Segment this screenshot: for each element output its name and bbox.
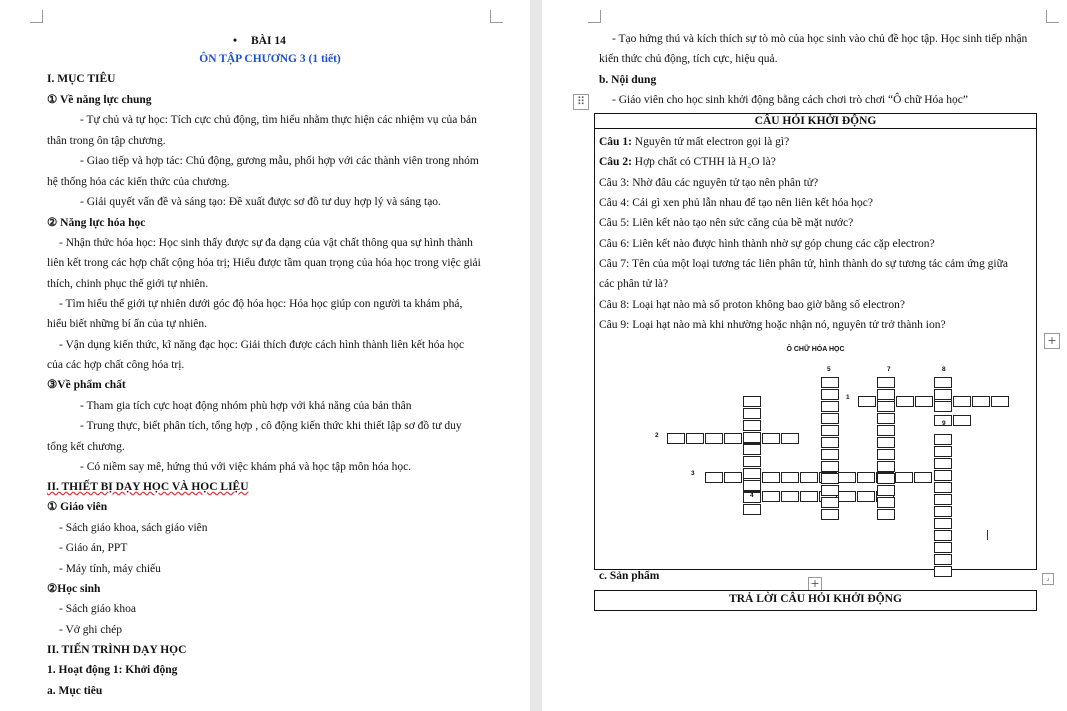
crossword-cell bbox=[896, 396, 914, 407]
lesson-subtitle[interactable]: ÔN TẬP CHƯƠNG 3 (1 tiết) bbox=[199, 53, 341, 65]
crossword-cell bbox=[821, 461, 839, 472]
crossword-cell bbox=[877, 401, 895, 412]
bullet-mark: • bbox=[233, 35, 238, 47]
crossword-cell bbox=[724, 433, 742, 444]
crossword-clue-number: 4 bbox=[750, 492, 754, 499]
text-line: - Máy tính, máy chiếu bbox=[59, 563, 161, 575]
crossword-cell bbox=[934, 542, 952, 553]
crossword-cell bbox=[934, 518, 952, 529]
crossword-clue-number: 2 bbox=[655, 432, 659, 439]
crossword-cell bbox=[667, 433, 685, 444]
crossword-cell bbox=[857, 491, 875, 502]
crossword-cell bbox=[877, 461, 895, 472]
text-line: thích, chinh phục thế giới tự nhiên. bbox=[47, 278, 209, 290]
heading-objective-a: a. Mục tiêu bbox=[47, 685, 103, 697]
text-line: - Trung thực, biết phân tích, tổng hợp , cô động kiến thức khi thiết lập sơ đồ tư duy bbox=[80, 420, 462, 432]
crossword-cell bbox=[781, 433, 799, 444]
question-line: các phân tử là? bbox=[599, 278, 669, 290]
table-resize-handle[interactable]: ⌟ bbox=[1042, 573, 1054, 585]
crossword-cell bbox=[821, 449, 839, 460]
crossword-cell bbox=[762, 491, 780, 502]
subheading-chemistry-competence: ② Năng lực hóa học bbox=[47, 217, 146, 229]
crossword-cell bbox=[821, 437, 839, 448]
crossword-cell bbox=[934, 494, 952, 505]
crossword-cell bbox=[705, 472, 723, 483]
crossword-clue-number: 8 bbox=[942, 366, 946, 373]
document-page-left bbox=[0, 0, 530, 711]
crossword-cell bbox=[934, 506, 952, 517]
crossword-cell bbox=[821, 485, 839, 496]
crossword-cell bbox=[914, 472, 932, 483]
warmup-question-box bbox=[594, 113, 1037, 570]
text-line: - Tìm hiểu thế giới tự nhiên dưới góc độ hóa học: Hóa học giúp con người ta khám phá, bbox=[59, 298, 463, 310]
crossword-cell bbox=[895, 472, 913, 483]
subheading-student: ②Học sinh bbox=[47, 583, 101, 595]
crossword-cell bbox=[877, 473, 895, 484]
text-line: tổng kết chương. bbox=[47, 441, 125, 453]
question-line: Câu 5: Liên kết nào tạo nên sức căng của bề mặt nước? bbox=[599, 217, 854, 229]
margin-corner-mark bbox=[588, 10, 601, 23]
crossword-cell bbox=[877, 425, 895, 436]
margin-corner-mark bbox=[1046, 10, 1059, 23]
crossword-cell bbox=[934, 389, 952, 400]
question-line: Câu 8: Loại hạt nào mà số proton không bao giờ bằng số electron? bbox=[599, 299, 905, 311]
text-line: - Tạo hứng thú và kích thích sự tò mò của học sinh vào chủ đề học tập. Học sinh tiếp nhận bbox=[612, 33, 1028, 45]
margin-corner-mark bbox=[490, 10, 503, 23]
lesson-number: BÀI 14 bbox=[251, 35, 286, 47]
text-line: - Sách giáo khoa bbox=[59, 603, 136, 615]
crossword-cell bbox=[934, 458, 952, 469]
crossword-cell bbox=[877, 509, 895, 520]
crossword-grid bbox=[595, 114, 1036, 569]
crossword-cell bbox=[743, 480, 761, 491]
crossword-cell bbox=[877, 413, 895, 424]
crossword-cell bbox=[821, 509, 839, 520]
question-label: Câu 1: bbox=[599, 136, 632, 148]
crossword-cell bbox=[934, 401, 952, 412]
answer-box-title: TRẢ LỜI CÂU HỎI KHỞI ĐỘNG bbox=[729, 593, 902, 605]
text-line: kiến thức chủ động, tích cực, hiệu quả. bbox=[599, 53, 778, 65]
crossword-cell bbox=[821, 401, 839, 412]
crossword-cell bbox=[934, 530, 952, 541]
crossword-cell bbox=[972, 396, 990, 407]
crossword-clue-number: 9 bbox=[942, 420, 946, 427]
crossword-clue-number: 7 bbox=[887, 366, 891, 373]
crossword-cell bbox=[821, 389, 839, 400]
crossword-cell bbox=[743, 504, 761, 515]
crossword-cell bbox=[743, 408, 761, 419]
crossword-cell bbox=[953, 396, 971, 407]
crossword-cell bbox=[705, 433, 723, 444]
crossword-clue-number: 1 bbox=[846, 394, 850, 401]
text-line: - Giáo viên cho học sinh khởi động bằng cách chơi trò chơi “Ô chữ Hóa học” bbox=[612, 94, 968, 106]
text-line: - Vở ghi chép bbox=[59, 624, 123, 636]
question-line: Câu 6: Liên kết nào được hình thành nhờ sự góp chung các cặp electron? bbox=[599, 238, 935, 250]
text-line: - Có niềm say mê, hứng thú với việc khám phá và học tập môn hóa học. bbox=[80, 461, 412, 473]
crossword-title: Ô CHỮ HÓA HỌC bbox=[786, 346, 845, 353]
table-move-handle[interactable]: ⠿ bbox=[573, 94, 589, 110]
crossword-cell bbox=[821, 425, 839, 436]
crossword-cell bbox=[934, 566, 952, 577]
crossword-cell bbox=[743, 396, 761, 407]
crossword-cell bbox=[934, 482, 952, 493]
crossword-cell bbox=[877, 485, 895, 496]
crossword-cell bbox=[781, 491, 799, 502]
add-column-button[interactable]: + bbox=[1044, 333, 1060, 349]
question-label: Câu 2: bbox=[599, 156, 632, 168]
text-line: - Giáo án, PPT bbox=[59, 542, 128, 554]
text-line: - Tham gia tích cực hoạt động nhóm phù hợp với khả năng của bản thân bbox=[80, 400, 412, 412]
question-text: Nguyên tử mất electron gọi là gì? bbox=[631, 136, 790, 148]
text-line: hệ thống hóa các kiến thức của chương. bbox=[47, 176, 230, 188]
text-line: - Vận dụng kiến thức, kĩ năng đạc học: Giải thích được cách hình thành liên kết hóa học bbox=[59, 339, 465, 351]
crossword-cell bbox=[743, 444, 761, 455]
question-line: Câu 9: Loại hạt nào mà khi nhường hoặc nhận nó, nguyên tử trở thành ion? bbox=[599, 319, 946, 331]
crossword-cell bbox=[762, 433, 780, 444]
heading-objectives: I. MỤC TIÊU bbox=[47, 73, 116, 85]
crossword-cell bbox=[838, 491, 856, 502]
text-line: - Giao tiếp và hợp tác: Chủ động, gương mẫu, phối hợp với các thành viên trong nhóm bbox=[80, 155, 479, 167]
subheading-qualities: ③Về phẩm chất bbox=[47, 379, 126, 391]
crossword-cell bbox=[877, 377, 895, 388]
text-line: thân trong ôn tập chương. bbox=[47, 135, 166, 147]
crossword-cell bbox=[877, 389, 895, 400]
crossword-cell bbox=[821, 377, 839, 388]
crossword-cell bbox=[821, 497, 839, 508]
document-page-right bbox=[542, 0, 1067, 711]
crossword-cell bbox=[743, 432, 761, 443]
crossword-cell bbox=[953, 415, 971, 426]
crossword-cell bbox=[743, 468, 761, 479]
question-text: Hợp chất có CTHH là H₂O là? bbox=[631, 156, 776, 168]
text-line: liên kết trong các hợp chất cộng hóa trị; Hiểu được tầm quan trọng của hóa học trong việc giải bbox=[47, 257, 481, 269]
heading-equipment bbox=[47, 480, 249, 494]
text-cursor bbox=[987, 530, 988, 540]
heading-equipment-text: II. THIẾT BỊ DẠY HỌC VÀ HỌC LIỆU bbox=[47, 481, 249, 493]
heading-activity-1: 1. Hoạt động 1: Khởi động bbox=[47, 664, 178, 676]
crossword-cell bbox=[800, 472, 818, 483]
text-line: hiểu biết những bí ẩn của tự nhiên. bbox=[47, 318, 208, 330]
crossword-cell bbox=[991, 396, 1009, 407]
crossword-cell bbox=[781, 472, 799, 483]
crossword-cell bbox=[821, 473, 839, 484]
crossword-cell bbox=[857, 472, 875, 483]
margin-corner-mark bbox=[30, 10, 43, 23]
subheading-teacher: ① Giáo viên bbox=[47, 501, 108, 513]
crossword-cell bbox=[877, 497, 895, 508]
crossword-cell bbox=[877, 449, 895, 460]
answer-box bbox=[594, 590, 1037, 611]
text-line: của các hợp chất công hóa trị. bbox=[47, 359, 185, 371]
text-line: - Giải quyết vấn đề và sáng tạo: Đề xuất được sơ đồ tư duy hợp lý và sáng tạo. bbox=[80, 196, 441, 208]
question-line: Câu 4: Cái gì xen phủ lẫn nhau để tạo nên liên kết hóa học? bbox=[599, 197, 874, 209]
crossword-cell bbox=[858, 396, 876, 407]
crossword-cell bbox=[762, 472, 780, 483]
crossword-cell bbox=[743, 456, 761, 467]
crossword-cell bbox=[934, 554, 952, 565]
text-line: - Tự chủ và tự học: Tích cực chủ động, tìm hiểu nhằm thực hiện các nhiệm vụ của bản bbox=[80, 114, 477, 126]
crossword-cell bbox=[915, 396, 933, 407]
subheading-general-competence: ① Về năng lực chung bbox=[47, 94, 152, 106]
heading-product-c: c. Sản phẩm bbox=[599, 570, 660, 582]
text-line: - Sách giáo khoa, sách giáo viên bbox=[59, 522, 208, 534]
crossword-clue-number: 3 bbox=[691, 470, 695, 477]
crossword-cell bbox=[877, 437, 895, 448]
question-line: Câu 3: Nhờ đâu các nguyên tử tạo nên phân tử? bbox=[599, 177, 819, 189]
crossword-cell bbox=[934, 377, 952, 388]
crossword-cell bbox=[838, 472, 856, 483]
crossword-cell bbox=[934, 434, 952, 445]
crossword-cell bbox=[686, 433, 704, 444]
add-row-button[interactable]: + bbox=[808, 577, 822, 591]
crossword-cell bbox=[821, 413, 839, 424]
heading-content-b: b. Nội dung bbox=[599, 74, 657, 86]
heading-teaching-process: II. TIẾN TRÌNH DẠY HỌC bbox=[47, 644, 187, 656]
crossword-cell bbox=[724, 472, 742, 483]
text-line: - Nhận thức hóa học: Học sinh thấy được sự đa dạng của vật chất thông qua sự hình thành bbox=[59, 237, 473, 249]
warmup-box-title: CÂU HỎI KHỞI ĐỘNG bbox=[754, 115, 877, 127]
crossword-clue-number: 5 bbox=[827, 366, 831, 373]
question-line: Câu 7: Tên của một loại tương tác liên phân tử, hình thành do sự tương tác cảm ứng giữa bbox=[599, 258, 1008, 270]
crossword-cell bbox=[800, 491, 818, 502]
crossword-cell bbox=[743, 420, 761, 431]
crossword-cell bbox=[934, 446, 952, 457]
crossword-cell bbox=[934, 470, 952, 481]
